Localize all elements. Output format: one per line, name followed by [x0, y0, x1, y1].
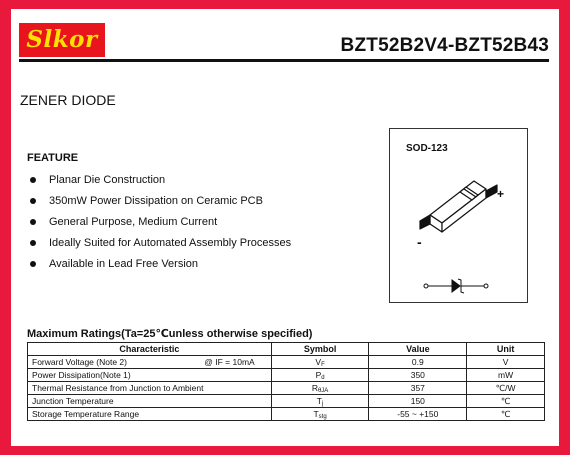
ratings-table: [27, 342, 545, 421]
characteristic-cell: Thermal Resistance from Junction to Ambient: [28, 382, 272, 395]
bullet-icon: [30, 261, 36, 267]
characteristic-cell: Storage Temperature Range: [28, 408, 272, 421]
value-cell: -55 ~ +150: [369, 408, 467, 421]
value-cell: 150: [369, 395, 467, 408]
bullet-icon: [30, 240, 36, 246]
unit-cell: ℃: [467, 395, 545, 408]
feature-list: [27, 173, 291, 278]
brand-logo: Slkor: [19, 23, 105, 57]
condition-text: @ IF = 10mA: [204, 357, 255, 367]
column-header: Value: [369, 343, 467, 356]
unit-cell: ℃: [467, 408, 545, 421]
package-outline-box: [389, 128, 528, 303]
table-row: [28, 382, 545, 395]
package-label: SOD-123: [406, 143, 448, 154]
table-row: [28, 395, 545, 408]
feature-item: General Purpose, Medium Current: [27, 215, 291, 236]
symbol-cell: $R_{\theta JA}$: [271, 382, 369, 395]
symbol-cell: $T_{stg}$: [271, 408, 369, 421]
feature-item: Available in Lead Free Version: [27, 257, 291, 278]
characteristic-cell: Forward Voltage (Note 2) @ IF = 10mA: [28, 356, 272, 369]
symbol-cell: $P_d$: [271, 369, 369, 382]
unit-cell: ℃/W: [467, 382, 545, 395]
characteristic-cell: Junction Temperature: [28, 395, 272, 408]
unit-cell: mW: [467, 369, 545, 382]
table-row: [28, 369, 545, 382]
part-number-title: BZT52B2V4-BZT52B43: [340, 35, 549, 56]
value-cell: 350: [369, 369, 467, 382]
column-header: Unit: [467, 343, 545, 356]
symbol-cell: $V_F$: [271, 356, 369, 369]
feature-item: Ideally Suited for Automated Assembly Processes: [27, 236, 291, 257]
table-row: [28, 408, 545, 421]
sod123-package-icon: [390, 129, 529, 304]
header-divider: [19, 59, 549, 62]
product-name: ZENER DIODE: [20, 92, 116, 108]
feature-item: Planar Die Construction: [27, 173, 291, 194]
bullet-icon: [30, 177, 36, 183]
unit-cell: V: [467, 356, 545, 369]
feature-heading: FEATURE: [27, 152, 79, 164]
cathode-minus-label: -: [417, 234, 422, 250]
table-header-row: [28, 343, 545, 356]
bullet-icon: [30, 198, 36, 204]
symbol-cell: $T_j$: [271, 395, 369, 408]
anode-plus-label: +: [497, 187, 505, 201]
table-row: [28, 356, 545, 369]
bullet-icon: [30, 219, 36, 225]
column-header: Symbol: [271, 343, 369, 356]
column-header: Characteristic: [28, 343, 272, 356]
characteristic-cell: Power Dissipation(Note 1): [28, 369, 272, 382]
datasheet-page: [11, 9, 559, 446]
feature-item: 350mW Power Dissipation on Ceramic PCB: [27, 194, 291, 215]
value-cell: 357: [369, 382, 467, 395]
ratings-heading: Maximum Ratings(Ta=25℃unless otherwise specified): [27, 328, 313, 340]
value-cell: 0.9: [369, 356, 467, 369]
